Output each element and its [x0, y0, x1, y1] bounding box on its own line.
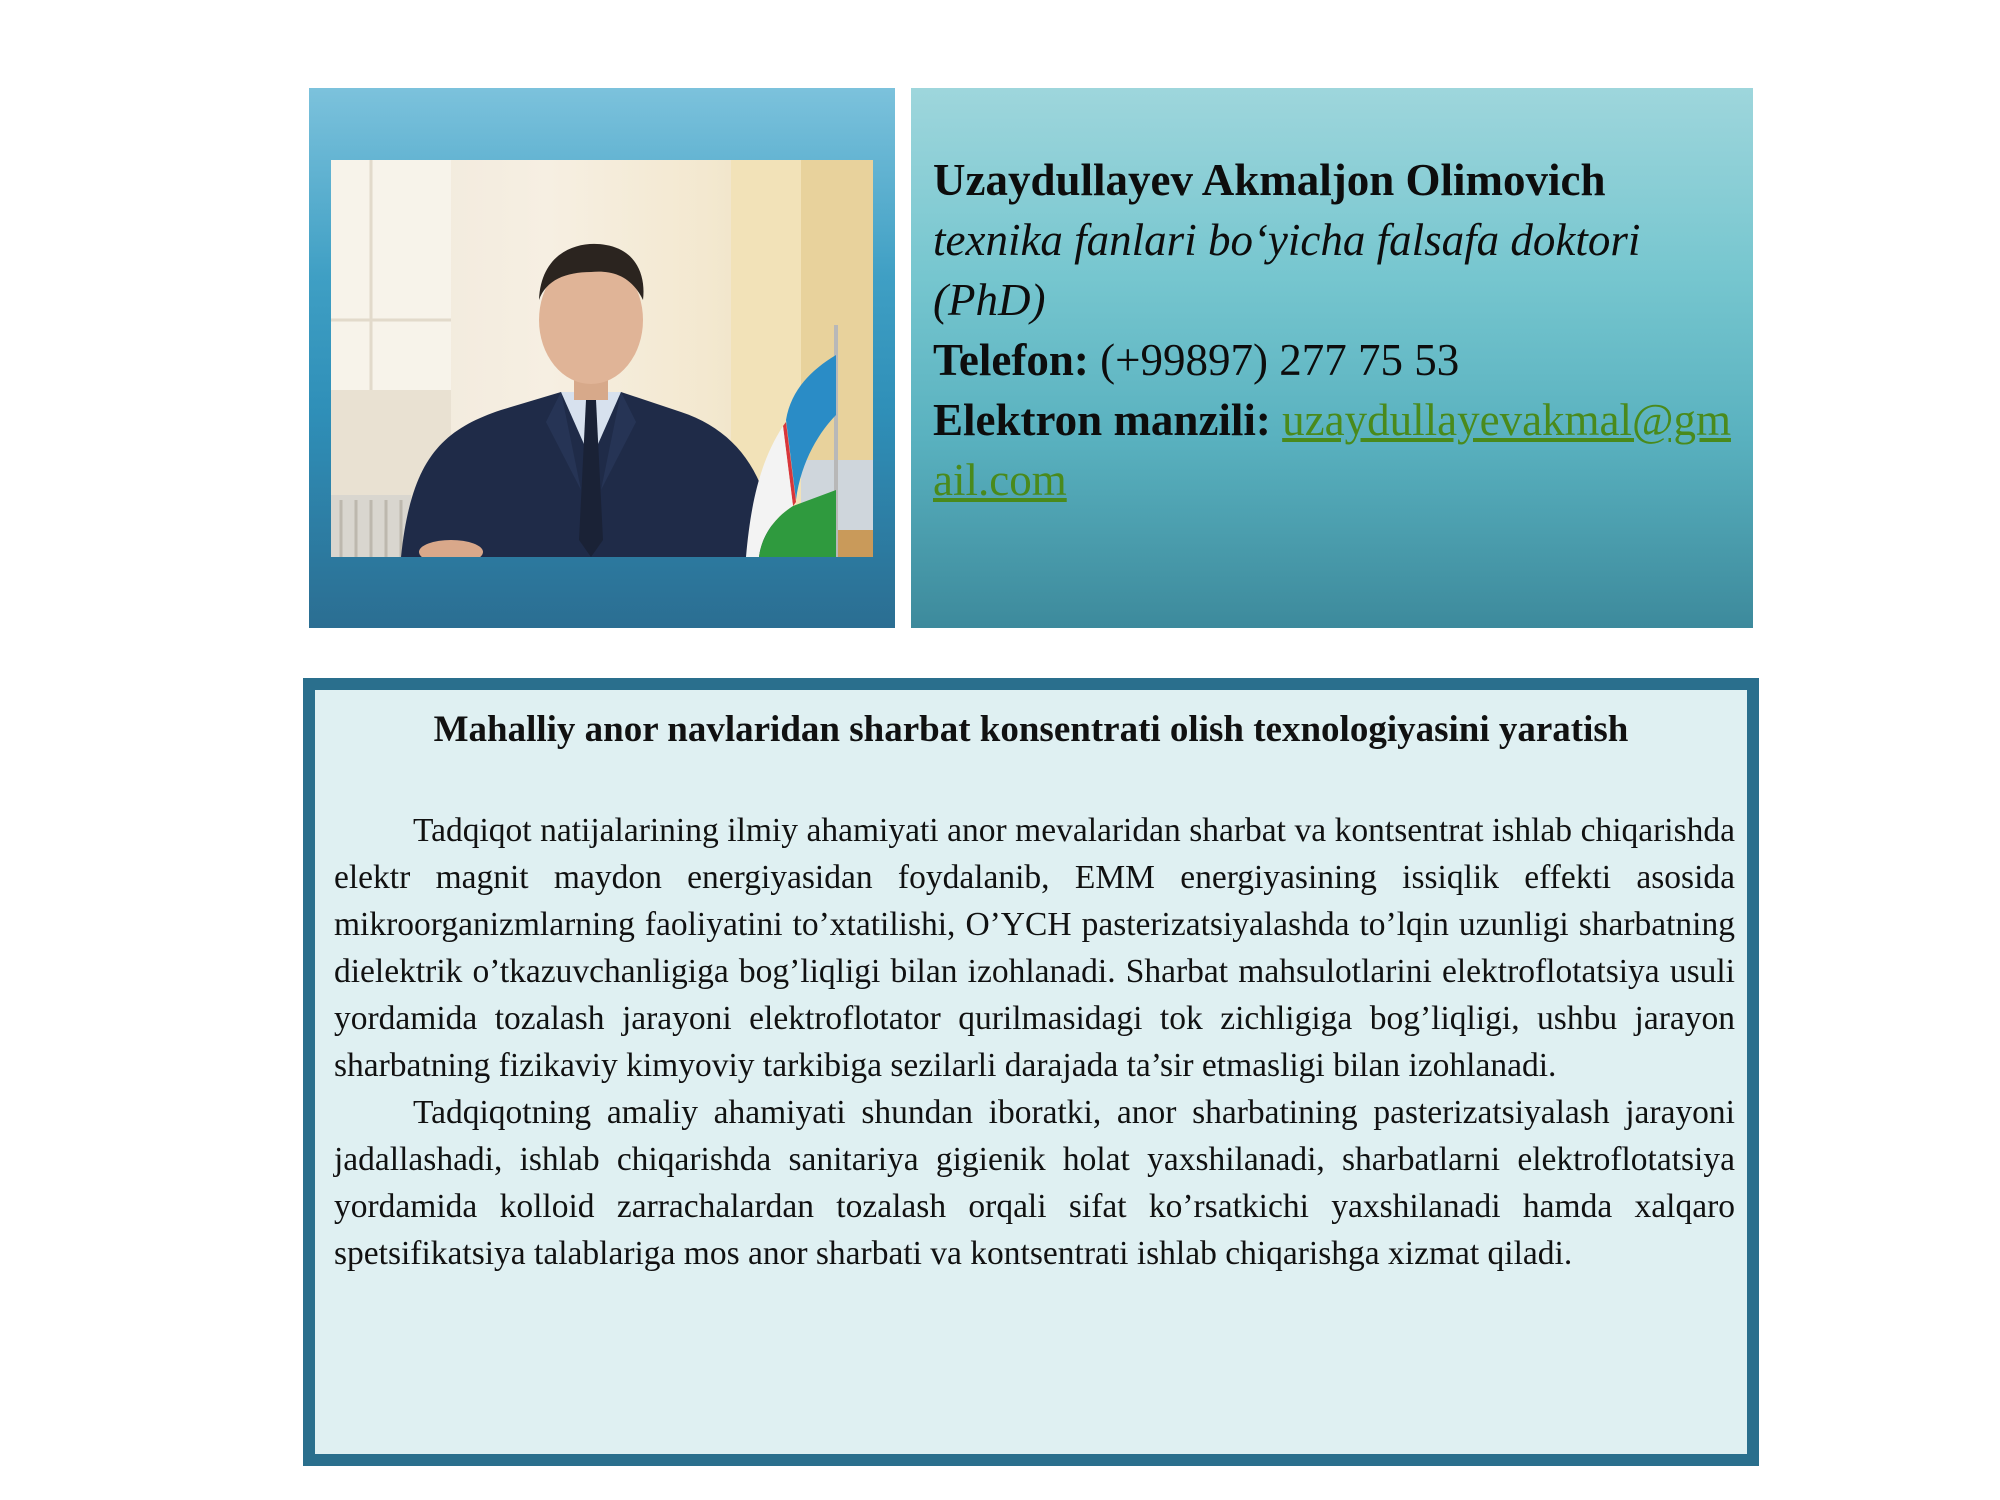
contact-info — [933, 150, 1733, 510]
phone-number: (+99897) 277 75 53 — [1100, 335, 1460, 385]
email-label: Elektron manzili: — [933, 395, 1271, 445]
photo-panel — [309, 88, 895, 628]
abstract-body — [334, 807, 1735, 1277]
abstract-box — [303, 678, 1759, 1466]
academic-degree: texnika fanlari bo‘yicha falsafa doktori (PhD) — [933, 215, 1641, 325]
phone-label: Telefon: — [933, 335, 1089, 385]
email-link[interactable]: uzaydullayevakmal@gmail.com — [933, 395, 1731, 505]
phone-line — [933, 330, 1733, 390]
contact-info-panel — [911, 88, 1753, 628]
person-name: Uzaydullayev Akmaljon Olimovich — [933, 155, 1606, 205]
abstract-paragraph: Tadqiqot natijalarining ilmiy ahamiyati anor mevalaridan sharbat va kontsentrat ishlab chiqarishda elektr magnit maydon energiyasidan foydalanib, EMM energiyasining issiqlik effekti asosida mikroorganizmlarning faoliyatini to’xtatilishi, O’YCH pasterizatsiyalashda to’lqin uzunligi sharbatning dielektrik o’tkazuvchanligiga bog’liqligi bilan izohlanadi. Sharbat mahsulotlarini elektroflotatsiya usuli yordamida tozalash jarayoni elektroflotator qurilmasidagi tok zichligiga bog’liqligi, ushbu jarayon sharbatning fizikaviy kimyoviy tarkibiga sezilarli darajada ta’sir etmasligi bilan izohlanadi. — [334, 812, 1735, 1084]
abstract-paragraph: Tadqiqotning amaliy ahamiyati shundan iboratki, anor sharbatining pasterizatsiyalash jarayoni jadallashadi, ishlab chiqarishda sanitariya gigienik holat yaxshilanadi, sharbatlarni elektroflotatsiya yordamida kolloid zarrachalardan tozalash orqali sifat ko’rsatkichi yaxshilanadi hamda xalqaro spetsifikatsiya talablariga mos anor sharbati va kontsentrati ishlab chiqarishga xizmat qiladi. — [334, 1094, 1735, 1272]
portrait-photo — [331, 160, 873, 557]
abstract-title: Mahalliy anor navlaridan sharbat konsentrati olish texnologiyasini yaratish — [433, 709, 1629, 750]
email-line — [933, 390, 1733, 510]
